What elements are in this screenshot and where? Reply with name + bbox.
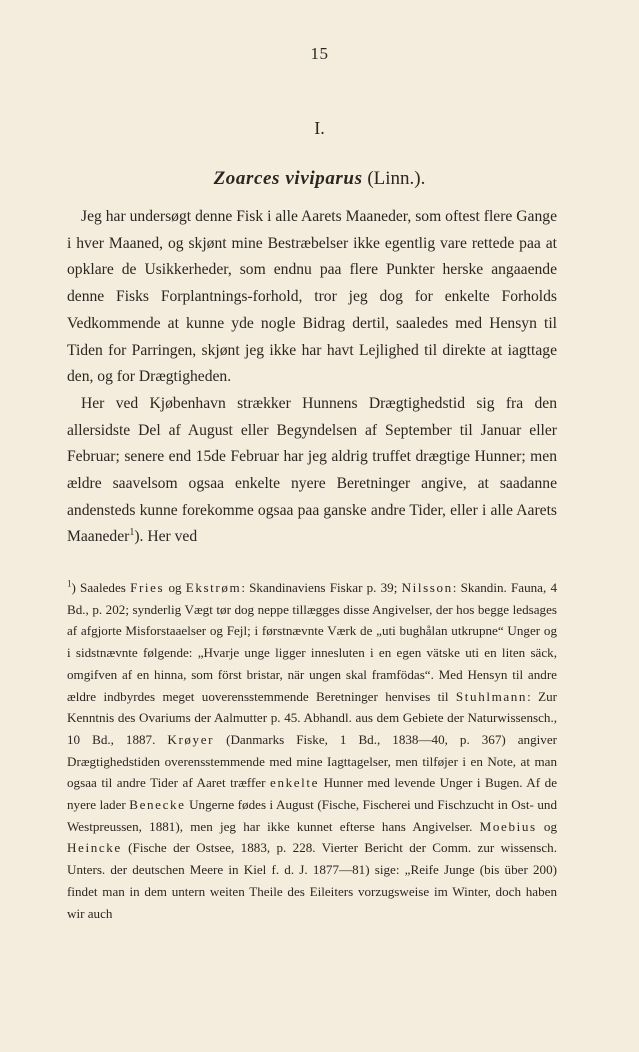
author-name: Fries xyxy=(130,580,165,595)
paragraph-1: Jeg har undersøgt denne Fisk i alle Aarets Maaneder, som oftest flere Gange i hver Maaned, og skjønt mine Bestræbelser ikke egentlig vare rettede paa at opklare de Usikkerheder, som endnu paa flere Punkter herske angaaende denne Fisks Forplantnings-forhold, tror jeg dog for enkelte Forholds Vedkommende at kunne yde nogle Bidrag dertil, saaledes med Hensyn til Tiden for Parringen, skjønt jeg ikke har havt Lejlighed til direkte at iagttage den, og for Drægtigheden. xyxy=(67,208,557,386)
chapter-heading: I. xyxy=(314,118,325,138)
footnote xyxy=(67,577,557,924)
species-name: Zoarces viviparus xyxy=(213,168,363,189)
footnote-text: Ungerne fødes i August (Fische, Fischerei und Fischzucht in Ost- und Westpreussen, 1881), men jeg har ikke kunnet efterse hans Angivelser. xyxy=(67,797,557,834)
author-name: Nilsson xyxy=(401,580,453,595)
author-name: Heincke xyxy=(67,840,122,856)
footnote-text: (Fische der Ostsee, 1883, p. 228. Vierter Bericht der Comm. zur wissensch. Unters. der deutschen Meere in Kiel f. d. J. 1877—81) sige: „Reife Junge (bis über 200) findet man in dem untern weiten Theile des Eileiters vorzugsweise im Winter, doch haben wir auch xyxy=(67,840,557,921)
footnote-text: : Skandin. Fauna, 4 Bd., p. 202; synderlig Vægt tør dog neppe tillægges disse Angivelser, der hos begge ledsages af afgjorte Misforstaaelser og Fejl; i førstnævnte Værk de „uti bughålan utkrupne“ Unger og i sidstnævnte følgende: „Hvarje unge ligger innesluten i en egen vätske uti en liten säck, omgifven af en hinna, som först bristar, när ungen skal framfödas“. Med Hensyn til andre ældre indbyrdes meget uoverensstemmende Beretninger henvises til xyxy=(67,580,558,704)
author-name: Moebius xyxy=(479,818,537,834)
footnote-text: (Danmarks Fiske, 1 Bd., 1838—40, p. 367) angiver Drægtighedstiden overensstemmende med mine Iagttagelser, men tilføjer i en Note, at man ogsaa til andre Tider af Aaret træffer xyxy=(67,731,557,791)
footnote-text: ) Saaledes xyxy=(71,580,131,595)
species-author: (Linn.). xyxy=(367,168,426,189)
section-title xyxy=(0,168,639,190)
footnote-text: og xyxy=(536,818,557,834)
footnote-reference: 1 xyxy=(129,527,135,539)
footnote-text: og xyxy=(164,580,186,595)
author-name: Benecke xyxy=(129,797,186,813)
footnote-text: Hunner med levende Unger i Bugen. Af de nyere lader xyxy=(67,775,558,813)
footnote-text: : Skandinaviens Fiskar p. 39; xyxy=(241,580,402,595)
author-name: Krøyer xyxy=(167,731,215,747)
footnote-text: : Zur Kenntnis des Ovariums der Aalmutter p. 45. Abhandl. aus dem Gebiete der Naturwissensch., 10 Bd., 1887. xyxy=(67,688,557,747)
paragraph-2-tail: ). Her ved xyxy=(134,528,198,546)
author-name: Ekstrøm xyxy=(185,580,242,595)
body-text xyxy=(67,204,557,551)
paragraph-2-text: Her ved Kjøbenhavn strækker Hunnens Drægtighedstid sig fra den allersidste Del af August eller Begyndelsen af September til Januar eller Februar; senere end 15de Februar har jeg aldrig truffet drægtige Hunner; men ældre saavelsom ogsaa enkelte nyere Beretninger angive, at saadanne andensteds kunne forekomme ogsaa paa ganske andre Tider, eller i alle Aarets Maaneder xyxy=(67,394,557,546)
footnote-label: 1 xyxy=(67,578,72,589)
emphasized-word: enkelte xyxy=(270,775,320,791)
paragraph-2 xyxy=(67,391,557,551)
page-number: 15 xyxy=(310,44,329,63)
author-name: Stuhlmann xyxy=(455,688,528,704)
